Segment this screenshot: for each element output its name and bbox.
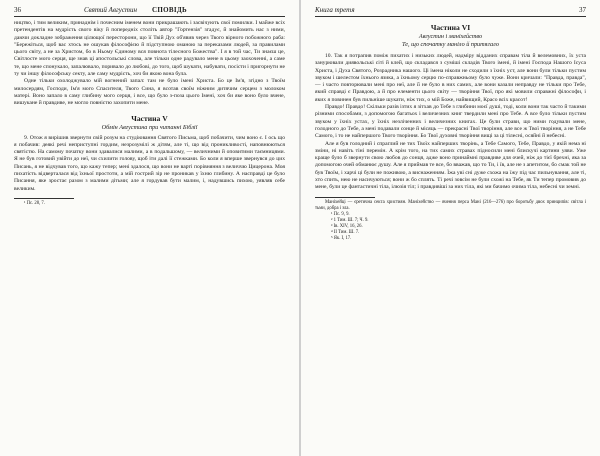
footnote-rule — [315, 197, 375, 198]
chapter-subtitle-2: Те, що спочатку маніло й притягало — [402, 41, 499, 48]
running-head-author: Святий Августин — [84, 6, 137, 14]
paragraph: Правдо! Правдо! Скільки разів ізтих я зітхав до Тебе з глибини моєї душі, тоді, коли вони так часто й такими різними способами, з допомогою багатьох і величезних книг твердили мені про Тебе. А все було тільки пустим звуком у їхніх устах, у їхніх незліченних і величезних книгах. Це були страви, що ними годували мене, голодного до Тебе, а мені подавали сонце й місяць — прекрасні Твої творіння, але все ж Твої творіння, а не Тебе Самого, і то не найпершого Твого творіння. Бо Твої духовні творіння вищі за ці тілесні, осяйні й небесні. — [315, 104, 586, 140]
paragraph: Але я був голодний і спраглий не тих Твоїх найперших творінь, а Тебе Самого, Тебе, Правдо, у якій нема ні зміни, ні навіть тіні перемін. А крім того, на тих самих стравах підносили мені блискучі картини уяви. Уже краще було б звернути свою любов до сонця, адже воно принаймні правдиве для очей, ніж до тієї брехні, яка за допомогою очей обманює душу. Але я приймав те все, бо вважав, що то Ти, і їв, але не з апетитом, бо смак той не був Твоїм, і харчі ці були не поживою, а виснаженням. Їжа уві сні дуже схожа на їжу під час пильнування, але ті, хто спить, нею не насичуються; вони ж бо сплять. Ті речі зовсім не були схожі на Тебе, як Ти тепер промовив до мене, були це фантастичні тіла, ілюзія тіл; і правдивіші за них тіла, які ми бачимо очима тіла, небесні чи земні. — [315, 140, 586, 191]
footnote: ¹ Пс. 28, 7. — [24, 200, 45, 206]
chapter-heading: Частина V — [131, 113, 168, 123]
running-head: Книга третя — [315, 6, 355, 14]
right-header — [315, 4, 586, 16]
chapter-heading: Частина VI — [430, 23, 471, 32]
paragraph: ництво, і тим великим, принаднім і почесним іменем вони прикрашають і засвічують свої помилки. І майже всіх претендентів на мудрість свого віку й попередніх століть автор "Гортензія" згадує, й знайомить нас з ними, даючи докладне зображення цілющої пересторони, що її Твій Дух об'явив через Твого вірного побожного раба: "Бережіться, щоб вас хтось не ошукав філософією й підступною оманою за переказами людей, за правилами цього світу, а не за Христом, бо в Ньому Єдиному вся повнота тілесного Божества". І я в той час, Ти знаєш це, Світлосте мого серця, ще знав ці апостольські слова, але тільки одне радувало мене в цьому заохоченні, а саме те, що мене спонукало, запалювало, поривало до любові, до того, щоб шукати, набувати, посісти і пригорнути не ту чи іншу філософську секту, але саму мудрість, хоч би якою вона була. — [14, 20, 285, 78]
header-rule — [315, 16, 586, 17]
footnote: ⁴ ІІ Тим. Ш. 7. — [331, 229, 360, 235]
left-page — [0, 0, 299, 456]
running-head-title: СПОВІДЬ — [152, 6, 187, 14]
footnote: Маніхейці — єретична секта християн. Маніхейство — вчення перса Мані (216—276) про боротьбу двох принципів: світла і тьми, добра і зла. — [315, 199, 586, 211]
footnote-rule — [14, 198, 74, 199]
footnote: ⁵ Як. І, 17. — [331, 235, 352, 241]
header-rule — [14, 16, 285, 17]
right-page — [301, 0, 600, 456]
page-number: 37 — [579, 6, 586, 14]
paragraph: Одне тільки охолоджувало мій вогнений запал: там не було імені Христа. Бо це Ім'я, згідно з Твоїм милосердям, Господи, Ім'я мого Спасителя, Твого Сина, я всотав своїм ніжним дитячим серцем з молоком матері. Воно запало в саму глибину мого серця, і все, що було з-поза цього Імені, хоч би яке воно було вчене, вишукане й правдиве, не могло повністю захопити мене. — [14, 78, 285, 107]
footnote: ¹ Пс. 9, 9. — [331, 211, 350, 217]
paragraph: 10. Так я потрапив поміж пихатих і низьких людей, надміру відданих справам тіла й велемовних, їх уста занурювали диявольські сіті й клей, що складався з суміші складів Твого імені, й імені Господа Нашого Ісуса Христа, і Духа Святого, Розрадника нашого. Ці імена ніколи не сходили з їхніх уст, але вони були тільки пустим звуком і шелестом їхнього язика, а їхньому серцю по-справжньому було чуже. Вони кричали: "Правда, правда", — і часто повторювали мені про неї, але її не було в них самих, але вони казали неправду не тільки про Тебе, який справді є Правдою, а й про елементи цього світу — творіння Твої, про які мовили справжні філософи, і яких я повинен був пильніше шукати, ніж тих, о мій Боже, найвищий, Красо всіх красот! — [315, 53, 586, 103]
left-header — [14, 4, 285, 16]
chapter-subtitle: Обмін Августина при читанні Біблії — [101, 123, 198, 131]
paragraph: 9. Отож я вирішив звернути свій розум на студіювання Святого Письма, щоб побачити, чим воно є. І ось що я побачив: деякі речі неприступні гордим, незрозумілі ж дітям, але ті, що від проникливості, наповнюються святістю. На самому початку вони здавалися малими, а в подальшому, — величними й оповитими таємницями. Я не був готовий увійти до неї, чи схилити голову, щоб іти далі її стежками. Бо коли я вперше звернувся до цих Писань, я не відчував того, що кажу тепер; мені здалося, що вони не варті порівняння з величчю Цицерона. Моя пихатість відверталася від їхньої простоти, а мій гострий зір не проникав у їхню глибину. А насправді це було Писання, яке зростає разом з малими дітьми; але я гордував бути малим, і, надувшись пихою, уявляв себе великим. — [14, 134, 285, 192]
page-number: 36 — [14, 6, 21, 14]
footnote: ² 1 Тим. Ш. 7; Ч. 9. — [331, 217, 369, 223]
footnote: ³ Ів. XIV, 16, 26. — [331, 223, 363, 229]
left-body — [14, 20, 285, 207]
right-body — [315, 20, 586, 242]
chapter-subtitle: Августин і маніхейство — [418, 33, 483, 40]
